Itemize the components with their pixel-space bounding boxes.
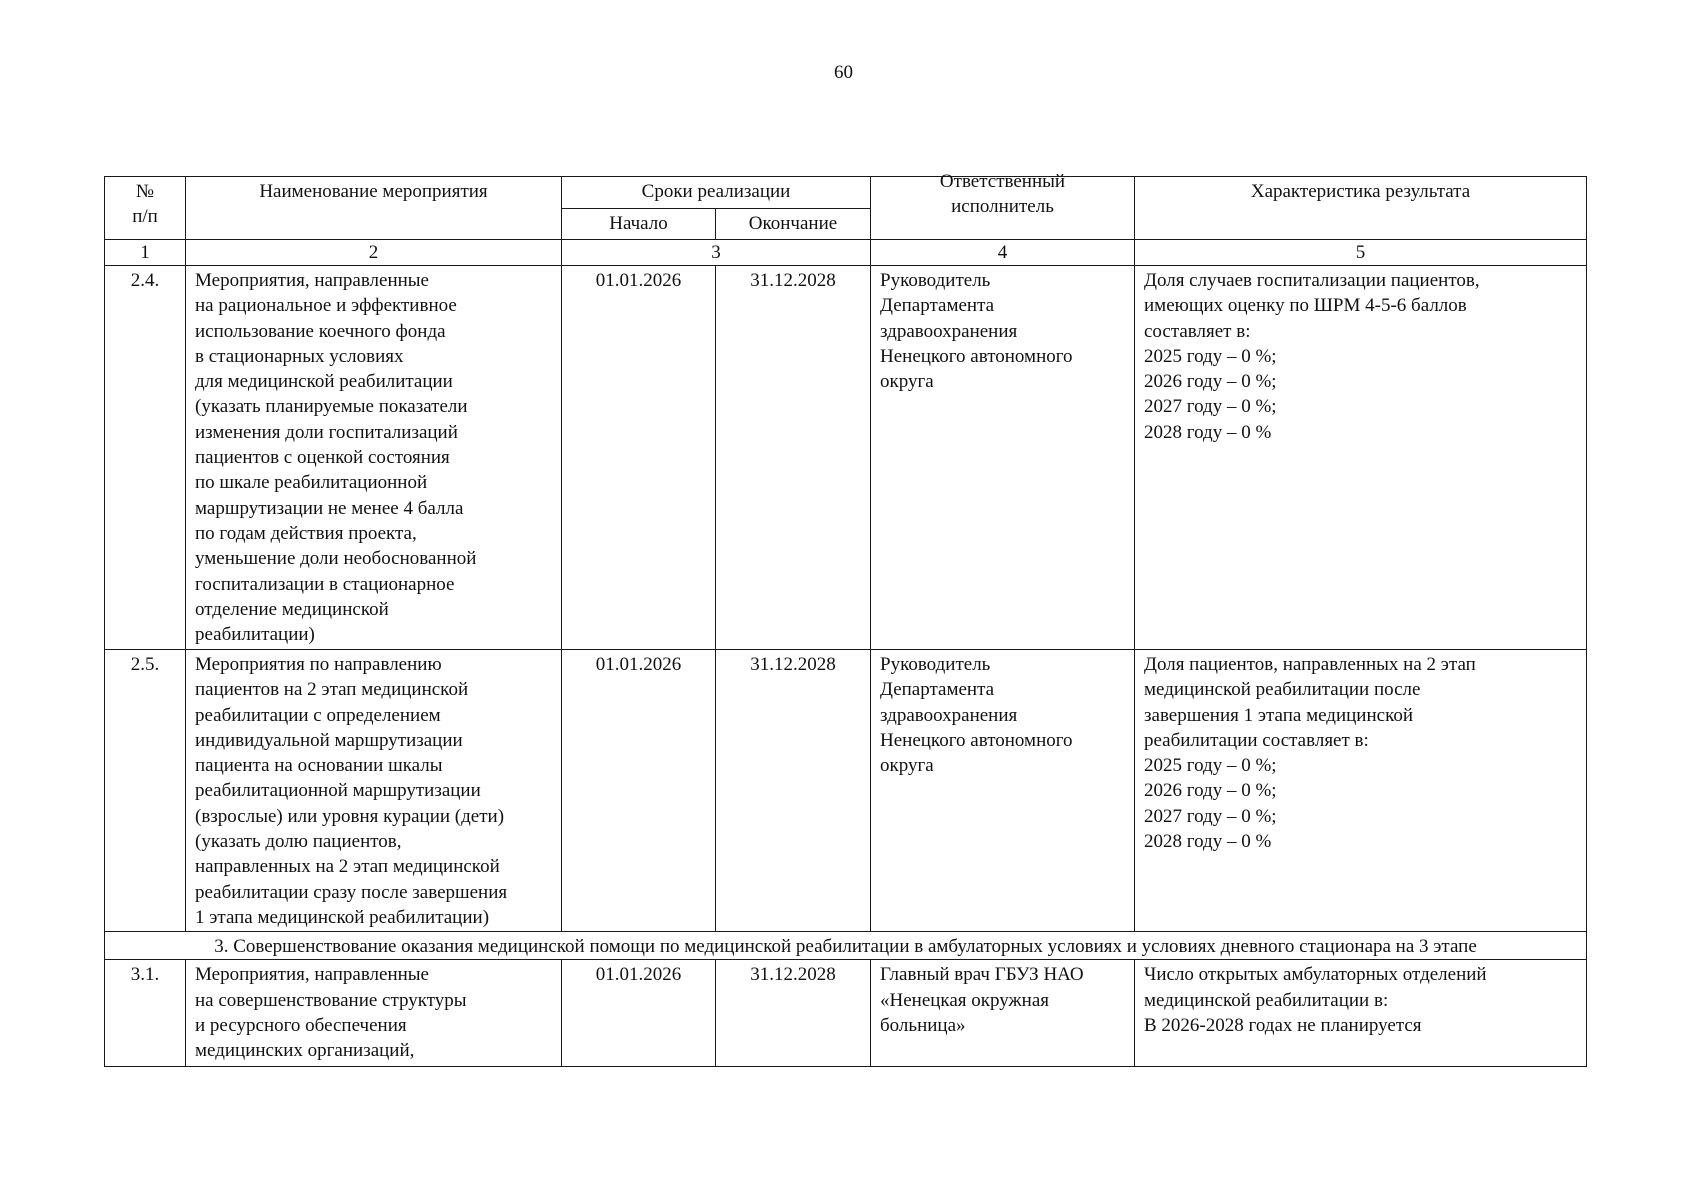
- header-executor: Ответственный исполнитель: [871, 177, 1135, 240]
- column-index: 2: [186, 240, 562, 266]
- table-row: [105, 960, 1587, 1067]
- header-start: Начало: [562, 209, 716, 240]
- end-date: 31.12.2028: [716, 266, 871, 650]
- header-terms: Сроки реализации: [562, 177, 871, 209]
- end-date: 31.12.2028: [716, 960, 871, 1067]
- result-characteristic: Число открытых амбулаторных отделений медицинской реабилитации в: В 2026-2028 годах не планируется: [1135, 960, 1587, 1067]
- header-end: Окончание: [716, 209, 871, 240]
- result-characteristic: Доля пациентов, направленных на 2 этап медицинской реабилитации после завершения 1 этапа медицинской реабилитации составляет в: 2025 году – 0 %; 2026 году – 0 %; 2027 году – 0 %; 2028 году – 0 %: [1135, 650, 1587, 932]
- column-index: 3: [562, 240, 871, 266]
- column-index: 1: [105, 240, 186, 266]
- measure-name: Мероприятия, направленные на рациональное и эффективное использование коечного фонда в стационарных условиях для медицинской реабилитации (указать планируемые показатели изменения доли госпитализаций пациентов с оценкой состояния по шкале реабилитационной маршрутизации не менее 4 балла по годам действия проекта, уменьшение доли необоснованной госпитализации в стационарное отделение медицинской реабилитации): [186, 266, 562, 650]
- row-number: 2.5.: [105, 650, 186, 932]
- start-date: 01.01.2026: [562, 266, 716, 650]
- header-name: Наименование мероприятия: [186, 177, 562, 240]
- section-title: 3. Совершенствование оказания медицинской помощи по медицинской реабилитации в амбулаторных условиях и условиях дневного стационара на 3 этапе: [105, 932, 1587, 960]
- section-row: [105, 932, 1587, 960]
- table-row: [105, 266, 1587, 650]
- column-index: 5: [1135, 240, 1587, 266]
- row-number: 3.1.: [105, 960, 186, 1067]
- start-date: 01.01.2026: [562, 960, 716, 1067]
- end-date: 31.12.2028: [716, 650, 871, 932]
- executor: Главный врач ГБУЗ НАО «Ненецкая окружная больница»: [871, 960, 1135, 1067]
- column-index: 4: [871, 240, 1135, 266]
- result-characteristic: Доля случаев госпитализации пациентов, имеющих оценку по ШРМ 4-5-6 баллов составляет в: 2025 году – 0 %; 2026 году – 0 %; 2027 году – 0 %; 2028 году – 0 %: [1135, 266, 1587, 650]
- measures-table: [104, 171, 1587, 1067]
- table-row: [105, 650, 1587, 932]
- column-index-row: [105, 240, 1587, 266]
- measure-name: Мероприятия по направлению пациентов на 2 этап медицинской реабилитации с определением индивидуальной маршрутизации пациента на основании шкалы реабилитационной маршрутизации (взрослые) или уровня курации (дети) (указать долю пациентов, направленных на 2 этап медицинской реабилитации сразу после завершения 1 этапа медицинской реабилитации): [186, 650, 562, 932]
- measure-name: Мероприятия, направленные на совершенствование структуры и ресурсного обеспечения медицинских организаций,: [186, 960, 562, 1067]
- header-result: Характеристика результата: [1135, 177, 1587, 240]
- row-number: 2.4.: [105, 266, 186, 650]
- start-date: 01.01.2026: [562, 650, 716, 932]
- executor: Руководитель Департамента здравоохранения Ненецкого автономного округа: [871, 650, 1135, 932]
- header-num: № п/п: [105, 177, 186, 240]
- executor: Руководитель Департамента здравоохранения Ненецкого автономного округа: [871, 266, 1135, 650]
- page-number: 60: [834, 62, 853, 83]
